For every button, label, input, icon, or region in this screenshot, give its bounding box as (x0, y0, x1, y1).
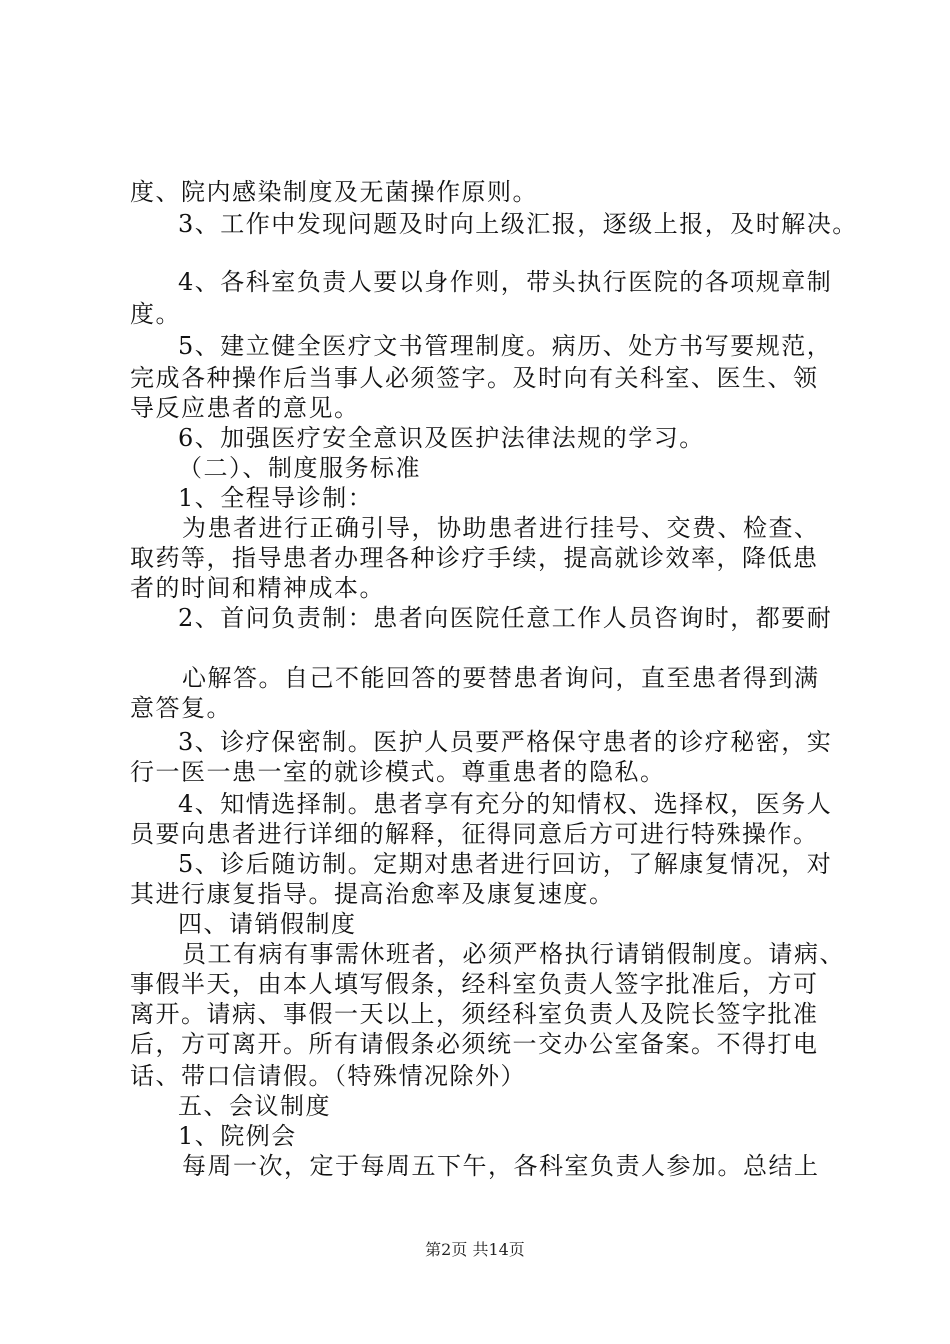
text-line: 事假半天，由本人填写假条，经科室负责人签字批准后，方可 (130, 970, 819, 998)
text-line: 4、各科室负责人要以身作则，带头执行医院的各项规章制 (178, 268, 833, 296)
text-line: 话、带口信请假。（特殊情况除外） (130, 1062, 526, 1090)
text-line: 行一医一患一室的就诊模式。尊重患者的隐私。 (130, 758, 666, 786)
section-heading: 四、请销假制度 (178, 910, 357, 938)
text-line: 1、全程导诊制： (178, 484, 374, 512)
page-footer: 第2页 共14页 (425, 1240, 525, 1259)
text-line: 3、诊疗保密制。医护人员要严格保守患者的诊疗秘密，实 (178, 728, 833, 756)
section-heading: （二）、制度服务标准 (178, 454, 421, 482)
text-line: 员工有病有事需休班者，必须严格执行请销假制度。请病、 (182, 940, 845, 968)
text-line: 者的时间和精神成本。 (130, 574, 385, 602)
text-line: 5、建立健全医疗文书管理制度。病历、处方书写要规范， (178, 332, 833, 360)
text-line: 心解答。自己不能回答的要替患者询问，直至患者得到满 (182, 664, 820, 692)
text-line: 取药等，指导患者办理各种诊疗手续，提高就诊效率，降低患 (130, 544, 819, 572)
section-heading: 五、会议制度 (178, 1092, 331, 1120)
text-line: 5、诊后随访制。定期对患者进行回访，了解康复情况，对 (178, 850, 833, 878)
text-line: 6、加强医疗安全意识及医护法律法规的学习。 (178, 424, 705, 452)
text-line: 4、知情选择制。患者享有充分的知情权、选择权，医务人 (178, 790, 833, 818)
text-line: 3、工作中发现问题及时向上级汇报，逐级上报，及时解决。 (178, 210, 858, 238)
text-line: 意答复。 (130, 694, 232, 722)
text-line: 离开。请病、事假一天以上，须经科室负责人及院长签字批准 (130, 1000, 819, 1028)
text-line: 1、院例会 (178, 1122, 297, 1150)
text-line: 员要向患者进行详细的解释，征得同意后方可进行特殊操作。 (130, 820, 819, 848)
text-line: 导反应患者的意见。 (130, 394, 360, 422)
text-line: 后，方可离开。所有请假条必须统一交办公室备案。不得打电 (130, 1030, 819, 1058)
text-line: 每周一次，定于每周五下午，各科室负责人参加。总结上 (182, 1152, 820, 1180)
text-line: 度。 (130, 300, 181, 328)
text-line: 2、首问负责制：患者向医院任意工作人员咨询时，都要耐 (178, 604, 833, 632)
text-line: 其进行康复指导。提高治愈率及康复速度。 (130, 880, 615, 908)
text-line: 度、院内感染制度及无菌操作原则。 (130, 178, 538, 206)
text-line: 完成各种操作后当事人必须签字。及时向有关科室、医生、领 (130, 364, 819, 392)
text-line: 为患者进行正确引导，协助患者进行挂号、交费、检查、 (182, 514, 820, 542)
